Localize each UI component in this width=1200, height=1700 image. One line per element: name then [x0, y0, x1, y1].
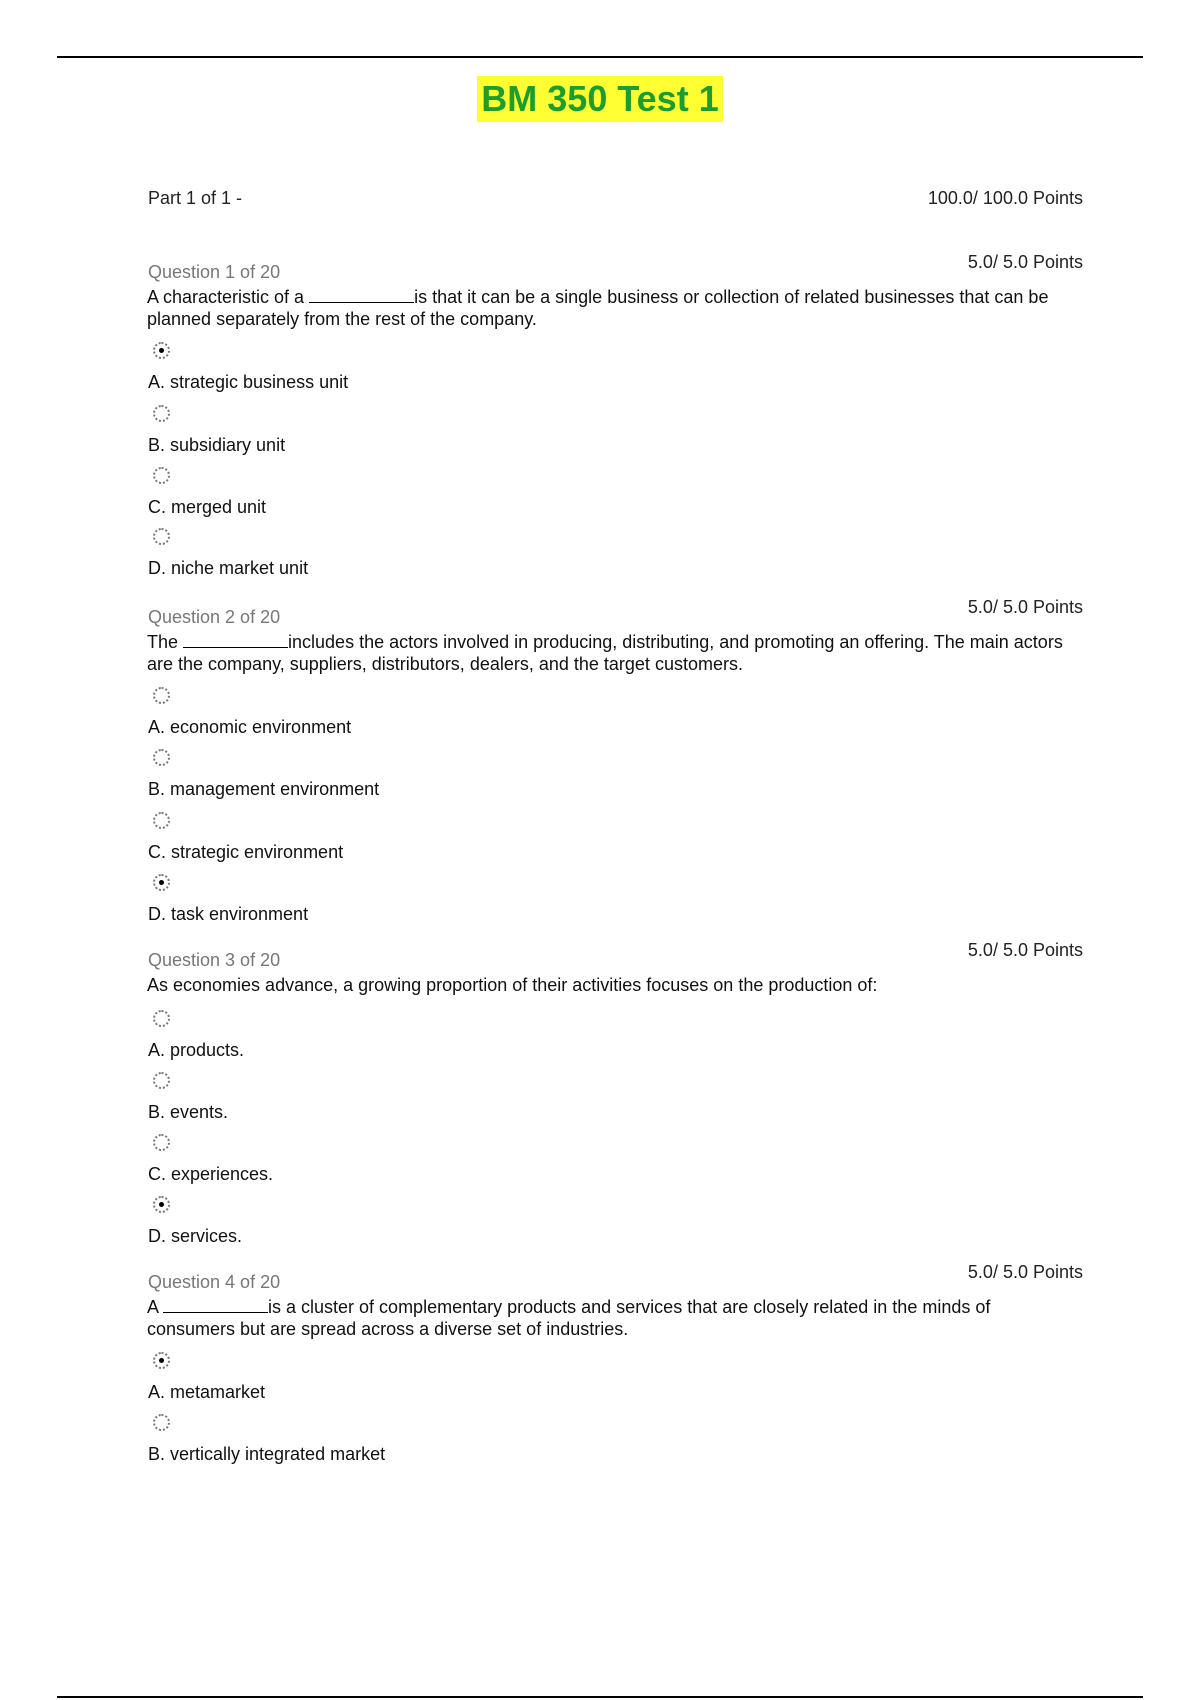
option-d[interactable] — [147, 1196, 747, 1254]
option-label: C. strategic environment — [148, 842, 344, 862]
option-label: A. products. — [148, 1040, 245, 1060]
radio-icon[interactable] — [153, 812, 170, 829]
question-text-after: is a cluster of complementary products and services that are closely related in the minds of consumers but are spread across a diverse set of industries. — [147, 1297, 991, 1339]
option-label: B. events. — [148, 1102, 229, 1122]
radio-icon[interactable] — [153, 467, 170, 484]
option-d[interactable] — [147, 528, 747, 586]
question-text-after: is that it can be a single business or collection of related businesses that can be planned separately from the rest of the company. — [147, 287, 1049, 329]
question-points: 5.0/ 5.0 Points — [967, 252, 1083, 272]
radio-icon[interactable] — [153, 1072, 170, 1089]
question-points: 5.0/ 5.0 Points — [967, 940, 1083, 960]
question-text — [147, 286, 1072, 330]
answer-blank — [183, 631, 288, 648]
option-label: B. subsidiary unit — [148, 435, 286, 455]
bottom-rule — [57, 1696, 1143, 1698]
option-b[interactable] — [147, 1414, 747, 1472]
question-points: 5.0/ 5.0 Points — [967, 1262, 1083, 1282]
option-b[interactable] — [147, 405, 747, 463]
option-label: D. niche market unit — [148, 558, 309, 578]
option-a[interactable] — [147, 1010, 747, 1068]
radio-selected-icon[interactable] — [153, 1352, 170, 1369]
question-points: 5.0/ 5.0 Points — [967, 597, 1083, 617]
option-label: C. merged unit — [148, 497, 267, 517]
title-container — [0, 76, 1200, 122]
option-c[interactable] — [147, 467, 747, 525]
option-d[interactable] — [147, 874, 747, 932]
part-label: Part 1 of 1 - — [148, 188, 243, 208]
option-label: D. task environment — [148, 904, 309, 924]
question-text-before: The — [147, 632, 184, 652]
question-text-before: As economies advance, a growing proportion of their activities focuses on the production of: — [147, 975, 878, 995]
radio-icon[interactable] — [153, 405, 170, 422]
option-a[interactable] — [147, 1352, 747, 1410]
question-text-before: A — [147, 1297, 164, 1317]
radio-icon[interactable] — [153, 1414, 170, 1431]
option-a[interactable] — [147, 687, 747, 745]
question-text — [147, 631, 1072, 675]
question-text-after: includes the actors involved in producing, distributing, and promoting an offering. The main actors are the company, suppliers, distributors, dealers, and the target customers. — [147, 632, 1063, 674]
question-text — [147, 1296, 1072, 1340]
question-text-before: A characteristic of a — [147, 287, 310, 307]
option-c[interactable] — [147, 812, 747, 870]
option-b[interactable] — [147, 749, 747, 807]
radio-icon[interactable] — [153, 528, 170, 545]
option-c[interactable] — [147, 1134, 747, 1192]
option-label: A. economic environment — [148, 717, 352, 737]
page-title: BM 350 Test 1 — [477, 76, 722, 122]
question-header: Question 3 of 20 — [148, 950, 281, 970]
radio-icon[interactable] — [153, 1010, 170, 1027]
option-label: A. strategic business unit — [148, 372, 349, 392]
radio-icon[interactable] — [153, 1134, 170, 1151]
option-label: B. vertically integrated market — [148, 1444, 386, 1464]
radio-selected-icon[interactable] — [153, 1196, 170, 1213]
radio-selected-icon[interactable] — [153, 874, 170, 891]
question-header: Question 1 of 20 — [148, 262, 281, 282]
question-header: Question 4 of 20 — [148, 1272, 281, 1292]
option-label: C. experiences. — [148, 1164, 274, 1184]
option-label: D. services. — [148, 1226, 243, 1246]
radio-selected-icon[interactable] — [153, 342, 170, 359]
answer-blank — [163, 1296, 268, 1313]
option-b[interactable] — [147, 1072, 747, 1130]
option-a[interactable] — [147, 342, 747, 400]
part-points: 100.0/ 100.0 Points — [927, 188, 1083, 208]
radio-icon[interactable] — [153, 687, 170, 704]
option-label: A. metamarket — [148, 1382, 266, 1402]
question-text — [147, 974, 1072, 996]
question-header: Question 2 of 20 — [148, 607, 281, 627]
answer-blank — [309, 286, 414, 303]
top-rule — [57, 56, 1143, 58]
radio-icon[interactable] — [153, 749, 170, 766]
part-row — [148, 188, 1083, 209]
option-label: B. management environment — [148, 779, 380, 799]
